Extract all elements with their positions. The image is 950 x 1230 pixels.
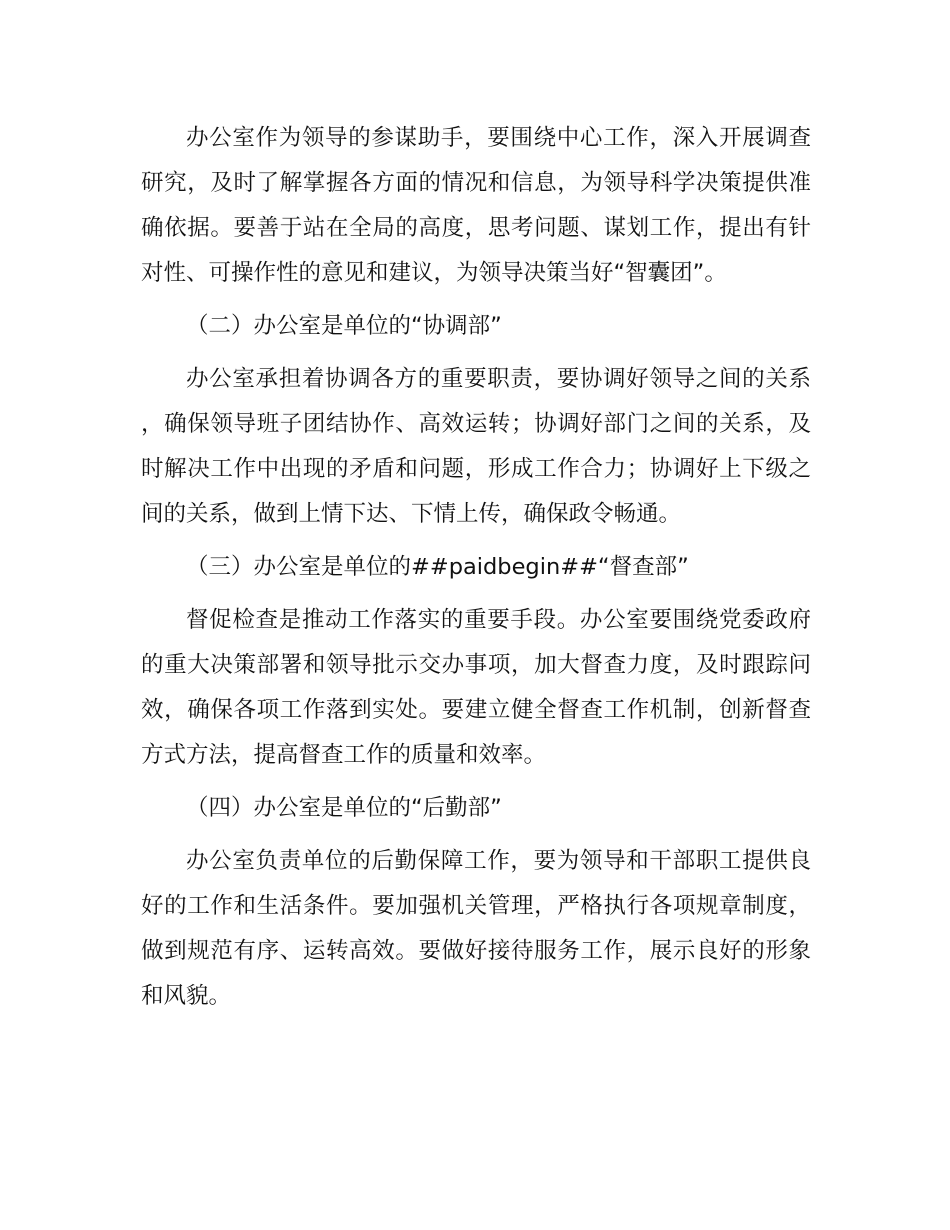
paragraph-logistics: 办公室负责单位的后勤保障工作，要为领导和干部职工提供良好的工作和生活条件。要加强机关管理，严格执行各项规章制度，做到规范有序、运转高效。要做好接待服务工作，展示良好的形象和风貌。 — [141, 848, 811, 1009]
section-heading-supervision: （三）办公室是单位的##paidbegin##“督查部” — [186, 554, 689, 580]
section-heading-logistics: （四）办公室是单位的“后勤部” — [186, 795, 502, 821]
document-body — [141, 116, 811, 1027]
paragraph-supervision: 督促检查是推动工作落实的重要手段。办公室要围绕党委政府的重大决策部署和领导批示交办事项，加大督查力度，及时跟踪问效，确保各项工作落到实处。要建立健全督查工作机制，创新督查方式方法，提高督查工作的质量和效率。 — [141, 607, 811, 768]
paragraph-coordination: 办公室承担着协调各方的重要职责，要协调好领导之间的关系，确保领导班子团结协作、高效运转；协调好部门之间的关系，及时解决工作中出现的矛盾和问题，形成工作合力；协调好上下级之间的关系，做到上情下达、下情上传，确保政令畅通。 — [141, 366, 811, 527]
paragraph-advisor-role: 办公室作为领导的参谋助手，要围绕中心工作，深入开展调查研究，及时了解掌握各方面的情况和信息，为领导科学决策提供准确依据。要善于站在全局的高度，思考问题、谋划工作，提出有针对性、可操作性的意见和建议，为领导决策当好“智囊团”。 — [141, 125, 811, 286]
section-heading-coordination: （二）办公室是单位的“协调部” — [186, 313, 502, 339]
